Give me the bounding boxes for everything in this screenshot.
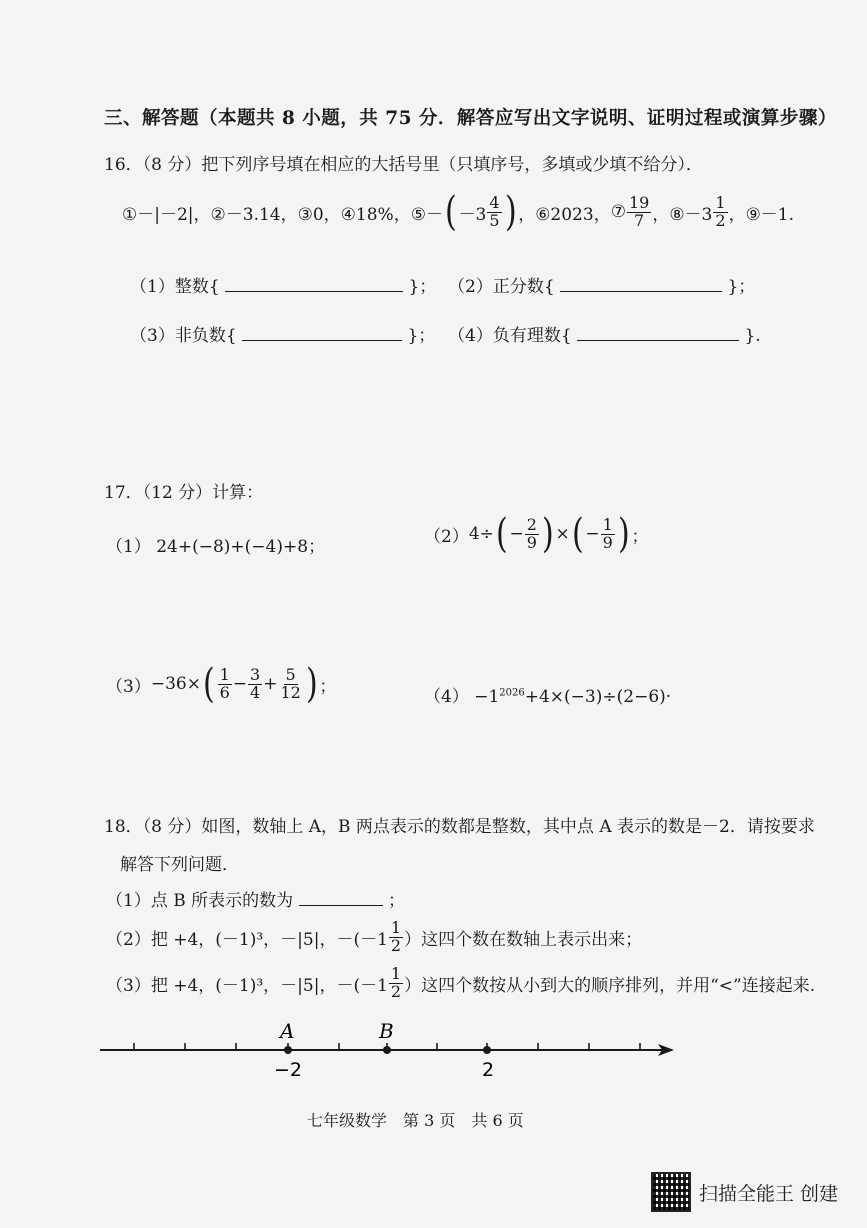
part-text: （3）把 +4，(－1)³，－|5|，－(－1 [106,975,388,996]
q18-part-2 [106,920,642,955]
expr-text: 4÷ [468,524,494,544]
fraction-numerator: 3 [250,664,261,684]
part-expression: 24+(−8)+(−4)+8； [156,537,326,557]
part-label: （1） [106,537,151,557]
expr-text: ； [319,676,337,697]
fraction-numerator: 19 [628,192,650,212]
operator: + [263,674,278,694]
answer-blank[interactable] [299,905,383,906]
fraction-denominator: 9 [526,532,537,552]
expr-rest: +4×(−3)÷(2−6)· [524,687,672,707]
left-paren: ( [444,189,457,235]
expr-exponent: 2026 [499,687,525,699]
fraction [218,664,232,702]
fraction-denominator: 12 [280,682,301,702]
left-paren: ( [571,511,584,557]
page-footer: 七年级数学 第 3 页 共 6 页 [307,1111,524,1130]
fraction [278,664,302,702]
fraction-numerator: 2 [526,514,537,534]
number-line [96,1014,696,1084]
q16-set-2 [448,272,755,297]
set-label: （3）非负数{ [130,326,237,346]
q16-set-4 [448,321,761,346]
part-label: （4） [424,687,469,707]
fraction-denominator: 4 [250,682,261,702]
point-a-dot [284,1046,292,1054]
right-paren: ) [541,511,554,557]
q16-item-7-suffix: ， [652,204,670,225]
answer-blank[interactable] [242,340,402,341]
fraction [525,514,539,552]
q16-item-2: ②－3.14， [210,204,298,225]
fraction [389,920,403,955]
set-label: （4）负有理数{ [448,326,572,346]
q17-part-2 [424,511,649,557]
q17-part-4 [424,682,671,707]
answer-blank[interactable] [577,340,739,341]
qr-code-icon [651,1172,691,1212]
q17-header: 17．（12 分）计算： [104,483,264,503]
sign: − [585,524,600,544]
set-label: （1）整数{ [130,277,220,297]
q16-set-3 [130,321,435,346]
right-paren: ) [305,661,318,707]
q16-item-5-suffix: ， [518,204,536,225]
fraction [601,514,615,552]
section-title: 三、解答题（本题共 8 小题，共 75 分．解答应写出文字说明、证明过程或演算步骤） [104,108,837,129]
fraction-numerator: 1 [390,918,402,937]
expr-base: −1 [474,687,500,707]
q16-item-8-suffix: ， [728,204,746,225]
expr-text: −36× [150,674,201,694]
point-b-label: B [379,1019,394,1043]
answer-blank[interactable] [225,291,403,292]
q16-item-6: ⑥2023， [535,204,611,225]
q17-part-1 [106,532,325,557]
q18-header: 18．（8 分）如图，数轴上 A，B 两点表示的数都是整数，其中点 A 表示的数是－2．请按要求 [104,817,815,837]
expr-text: ； [631,526,649,547]
q16-item-7-prefix: ⑦ [610,202,626,222]
set-label: （2）正分数{ [448,277,555,297]
left-paren: ( [202,661,215,707]
set-end: }； [727,277,756,297]
part-end: ； [387,891,405,911]
q16-header: 16．（8 分）把下列序号填在相应的大括号里（只填序号，多填或少填不给分）． [104,155,703,175]
right-paren: ) [504,189,517,235]
part-label: （3） [106,676,151,697]
point-2-dot [483,1046,491,1054]
q16-item-5-prefix: ⑤－ [410,204,443,225]
q16-item-7-fraction [627,192,651,230]
fraction-numerator: 5 [285,664,296,684]
q16-items [122,189,795,235]
q16-item-3: ③0， [297,204,341,225]
answer-blank[interactable] [560,291,722,292]
fraction-denominator: 2 [715,210,726,230]
part-text: （1）点 B 所表示的数为 [106,891,294,911]
fraction-numerator: 1 [715,192,726,212]
set-end: }； [408,277,437,297]
set-end: }. [744,326,761,346]
q18-part-3 [106,966,815,1001]
scanner-watermark [651,1172,838,1212]
point-b-dot [383,1046,391,1054]
q16-item-5-fraction [487,192,501,230]
q18-part-1 [106,886,405,911]
operator: × [555,524,570,544]
q18-header-cont: 解答下列问题． [120,855,239,875]
q16-item-4: ④18%， [340,204,411,225]
fraction-denominator: 5 [489,210,500,230]
q16-item-8-fraction [713,192,727,230]
set-end: }； [407,326,436,346]
part-text: （2）把 +4，(－1)³，－|5|，－(－1 [106,929,388,950]
fraction-denominator: 7 [634,210,645,230]
q16-item-9: ⑨－1. [745,204,795,225]
fraction [389,966,403,1001]
fraction-numerator: 1 [390,964,402,983]
fraction-numerator: 4 [489,192,500,212]
fraction-denominator: 2 [390,935,402,955]
right-paren: ) [617,511,630,557]
q16-item-1: ①－|－2|， [122,204,211,225]
left-paren: ( [495,511,508,557]
fraction [248,664,262,702]
q16-item-8-prefix: ⑧－3 [669,204,713,225]
sign: − [509,524,524,544]
q17-part-3 [106,661,337,707]
fraction-denominator: 6 [219,682,230,702]
part-label: （2） [424,526,469,547]
part-text: ）这四个数按从小到大的顺序排列，并用“<”连接起来. [404,975,816,996]
point-a-label: A [280,1019,295,1043]
q16-item-5-inner: －3 [458,204,487,225]
operator: − [232,674,247,694]
tick-label-2: 2 [482,1059,495,1081]
part-text: ）这四个数在数轴上表示出来； [404,929,643,950]
fraction-denominator: 2 [390,981,402,1001]
tick-label-neg2: −2 [274,1059,303,1081]
watermark-text: 扫描全能王 创建 [699,1182,839,1205]
q16-set-1 [130,272,436,297]
fraction-denominator: 9 [602,532,613,552]
fraction-numerator: 1 [219,664,230,684]
fraction-numerator: 1 [602,514,613,534]
